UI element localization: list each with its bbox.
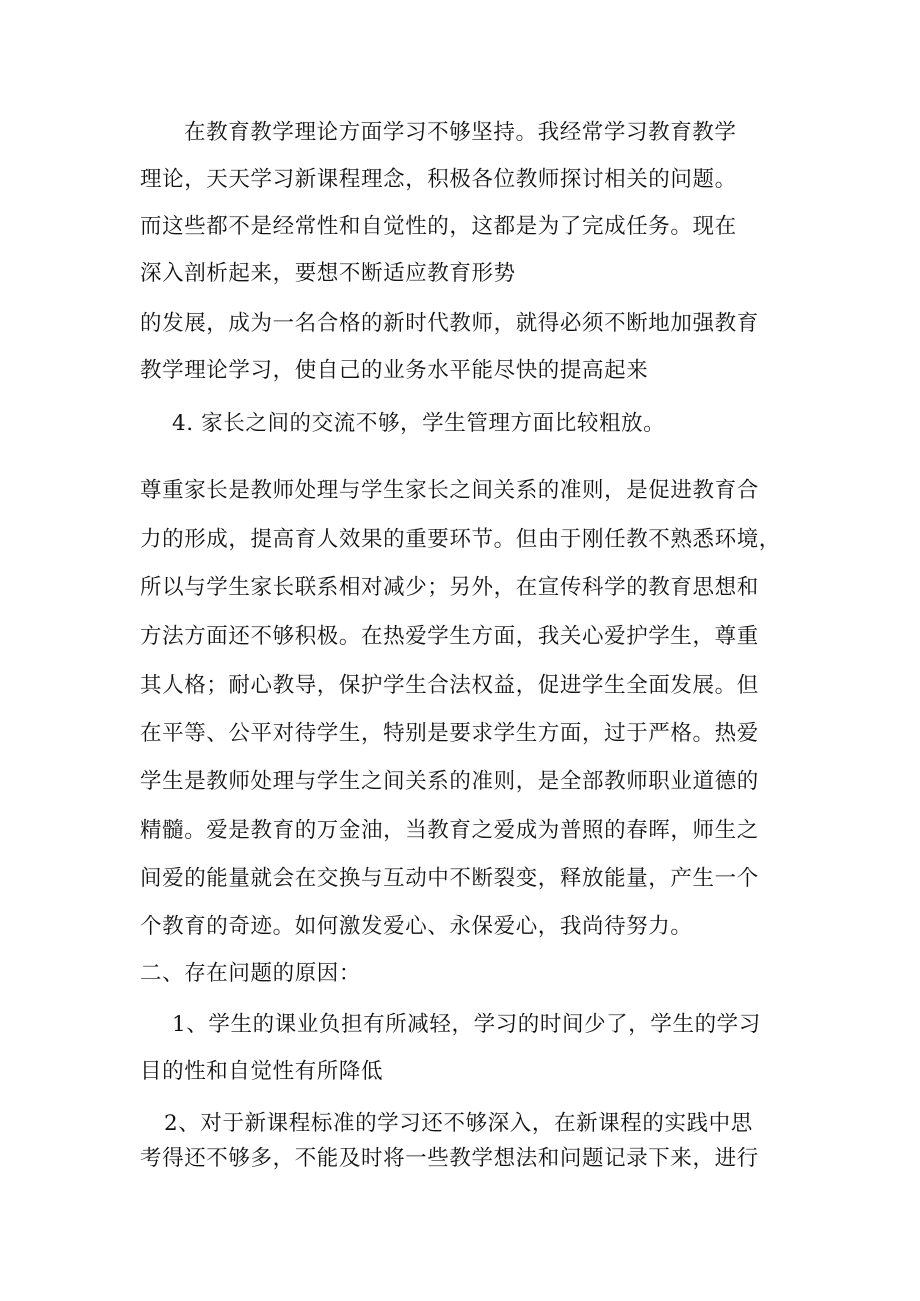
paragraph-1-line-4: 深入剖析起来，要想不断适应教育形势 xyxy=(140,261,516,286)
cause-1-line-2: 目的性和自觉性有所降低 xyxy=(140,1059,384,1084)
cause-1-line-1: 1、学生的课业负担有所减轻，学习的时间少了，学生的学习 xyxy=(172,1012,761,1037)
paragraph-2-line-1: 尊重家长是教师处理与学生家长之间关系的准则，是促进教育合 xyxy=(140,478,759,503)
paragraph-2-line-2: 力的形成，提高育人效果的重要环节。但由于刚任教不熟悉环境， xyxy=(140,527,781,552)
paragraph-2-line-8: 精髓。爱是教育的万金油，当教育之爱成为普照的春晖，师生之 xyxy=(140,818,759,843)
paragraph-2-line-9: 间爱的能量就会在交换与互动中不断裂变，释放能量，产生一个 xyxy=(140,866,759,891)
cause-2-line-1: 2、对于新课程标准的学习还不够深入，在新课程的实践中思 xyxy=(164,1111,753,1136)
paragraph-2-line-7: 学生是教师处理与学生之间关系的准则，是全部教师职业道德的 xyxy=(140,769,759,794)
paragraph-1-line-2: 理论，天天学习新课程理念，积极各位教师探讨相关的问题。 xyxy=(140,167,737,192)
paragraph-1-line-1: 在教育教学理论方面学习不够坚持。我经常学习教育教学 xyxy=(184,120,737,145)
paragraph-1-line-5: 的发展，成为一名合格的新时代教师，就得必须不断地加强教育 xyxy=(140,311,759,336)
cause-2-line-2: 考得还不够多，不能及时将一些教学想法和问题记录下来，进行 xyxy=(140,1146,759,1171)
paragraph-2-line-3: 所以与学生家长联系相对减少；另外，在宣传科学的教育思想和 xyxy=(140,575,759,600)
paragraph-1-line-3: 而这些都不是经常性和自觉性的，这都是为了完成任务。现在 xyxy=(140,214,737,239)
paragraph-2-line-6: 在平等、公平对待学生，特别是要求学生方面，过于严格。热爱 xyxy=(140,721,759,746)
section-2-heading: 二、存在问题的原因： xyxy=(140,961,362,986)
paragraph-2-line-5: 其人格；耐心教导，保护学生合法权益，促进学生全面发展。但 xyxy=(140,673,759,698)
paragraph-2-line-10: 个教育的奇迹。如何激发爱心、永保爱心，我尚待努力。 xyxy=(140,914,693,939)
item-4-heading: 4. 家长之间的交流不够，学生管理方面比较粗放。 xyxy=(172,411,666,436)
paragraph-2-line-4: 方法方面还不够积极。在热爱学生方面，我关心爱护学生，尊重 xyxy=(140,624,759,649)
paragraph-1-line-6: 教学理论学习，使自己的业务水平能尽快的提高起来 xyxy=(140,358,649,383)
